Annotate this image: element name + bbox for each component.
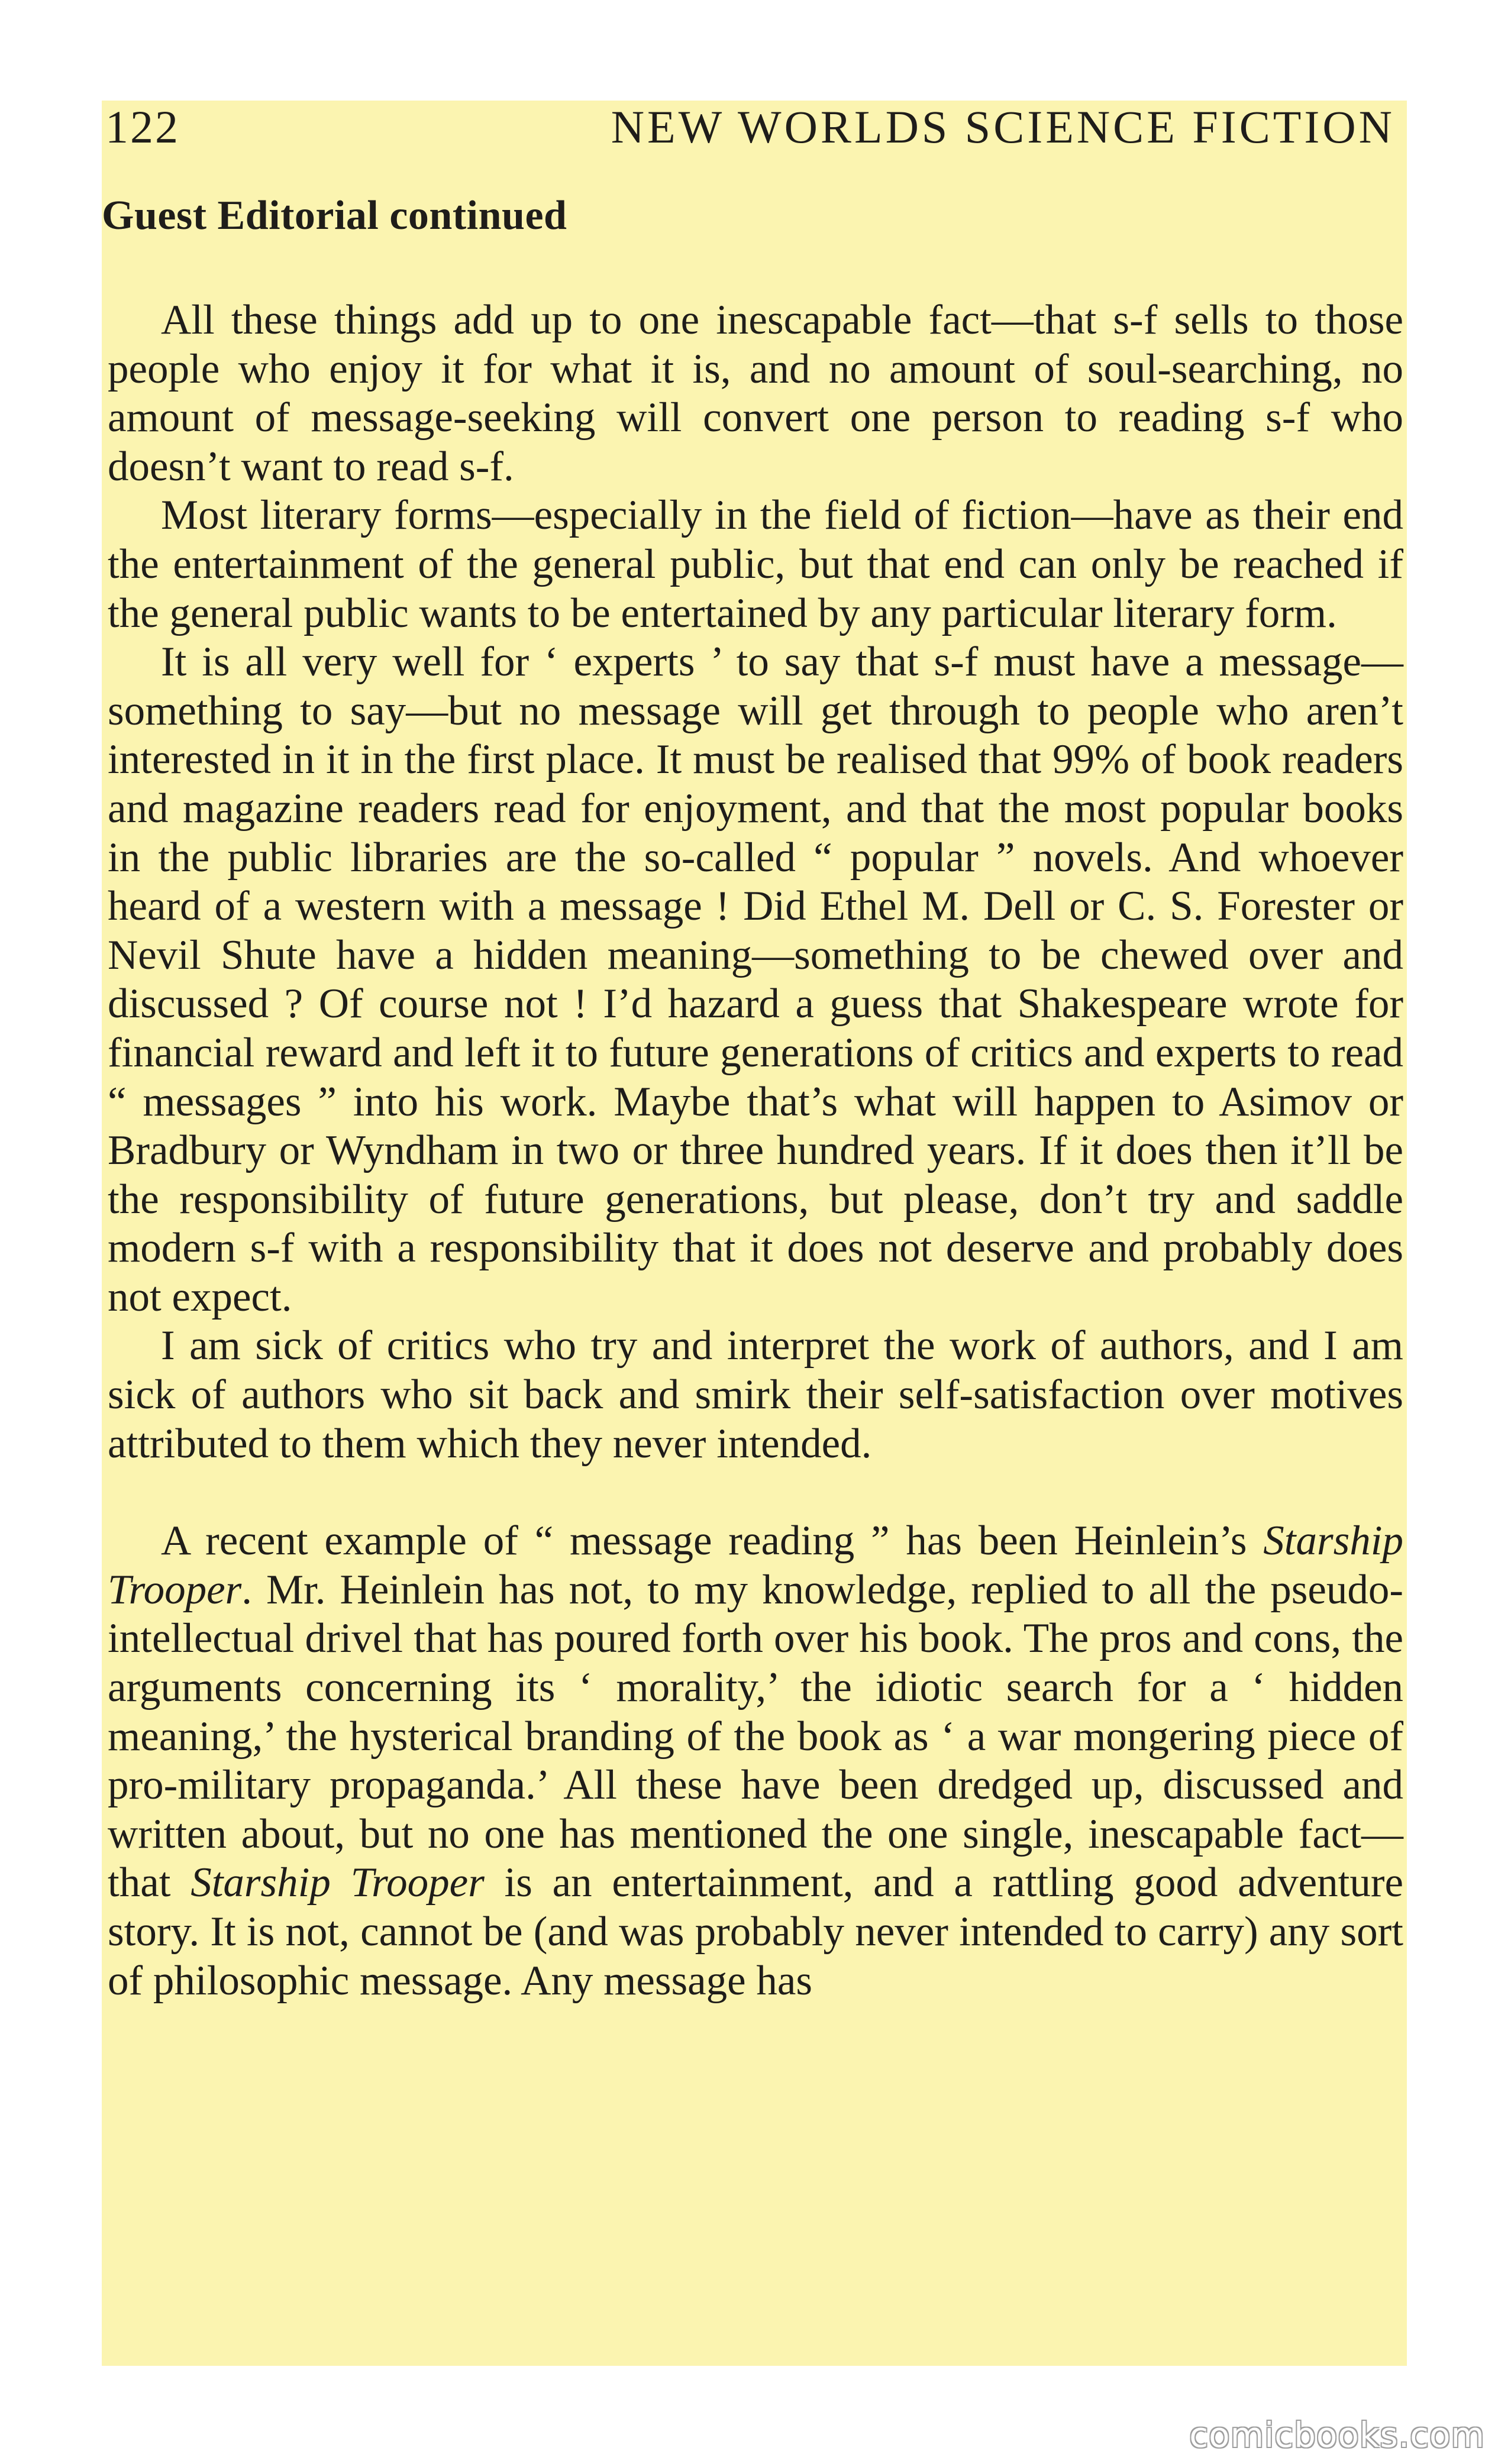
book-title-starship-trooper: Starship Trooper xyxy=(108,1518,1403,1613)
paragraph-1: All these things add up to one inescapable fact—that s-f sells to those people who enjoy it for what it is, and no amount of soul-searching, no amount of message-seeking will convert one person to reading s-f who doesn’t want to read s-f. xyxy=(108,297,1403,490)
running-head xyxy=(102,95,1407,160)
paragraph-3: It is all very well for ‘ experts ’ to say that s-f must have a message—something to say—but no message will get through to people who aren’t interested in it in the first place. It must be realised that 99% of book readers and magazine readers read for enjoyment, and that the most popular books in the public libraries are the so-called “ popular ” novels. And whoever heard of a western with a message ! Did Ethel M. Dell or C. S. Forester or Nevil Shute have a hidden meaning—something to be chewed over and discussed ? Of course not ! I’d hazard a guess that Shakespeare wrote for financial reward and left it to future generations of critics and experts to read “ messages ” into his work. Maybe that’s what will happen to Asimov or Bradbury or Wyndham in two or three hundred years. If it does then it’ll be the responsibility of future generations, but please, don’t try and saddle modern s-f with a responsibility that it does not deserve and probably does not expect. xyxy=(108,639,1403,1320)
paragraph-5-text-1: A recent example of “ message reading ” has been Heinlein’s xyxy=(161,1518,1264,1564)
section-heading: Guest Editorial continued xyxy=(102,193,567,238)
paragraph-5-text-2: . Mr. Heinlein has not, to my knowledge, replied to all the pseudo-intellectual drivel that has poured forth over his book. The pros and cons, the arguments concerning its ‘ morality,’ the idiotic search for a ‘ hidden meaning,’ the hysterical branding of the book as ‘ a war mongering piece of pro-military propaganda.’ All these have been dredged up, discussed and written about, but no one has mentioned the one single, inescapable fact—that xyxy=(108,1566,1403,1906)
watermark-logo: comicbooks.com xyxy=(1189,2415,1485,2455)
journal-title: NEW WORLDS SCIENCE FICTION xyxy=(611,101,1395,153)
paragraph-5-text-3: is an entertainment, and a rattling good adventure story. It is not, cannot be (and was probably never intended to carry) any sort of philosophic message. Any message has xyxy=(108,1860,1403,2004)
article-body xyxy=(108,296,1403,2005)
book-title-starship-trooper-second: Starship Trooper xyxy=(191,1860,485,1906)
paragraph-2: Most literary forms—especially in the field of fiction—have as their end the entertainment of the general public, but that end can only be reached if the general public wants to be entertained by any particular literary form. xyxy=(108,492,1403,636)
paragraph-5 xyxy=(108,1516,1403,2005)
page-number: 122 xyxy=(105,101,180,153)
paragraph-4: I am sick of critics who try and interpret the work of authors, and I am sick of authors who sit back and smirk their self-satisfaction over motives attributed to them which they never intended. xyxy=(108,1322,1403,1467)
